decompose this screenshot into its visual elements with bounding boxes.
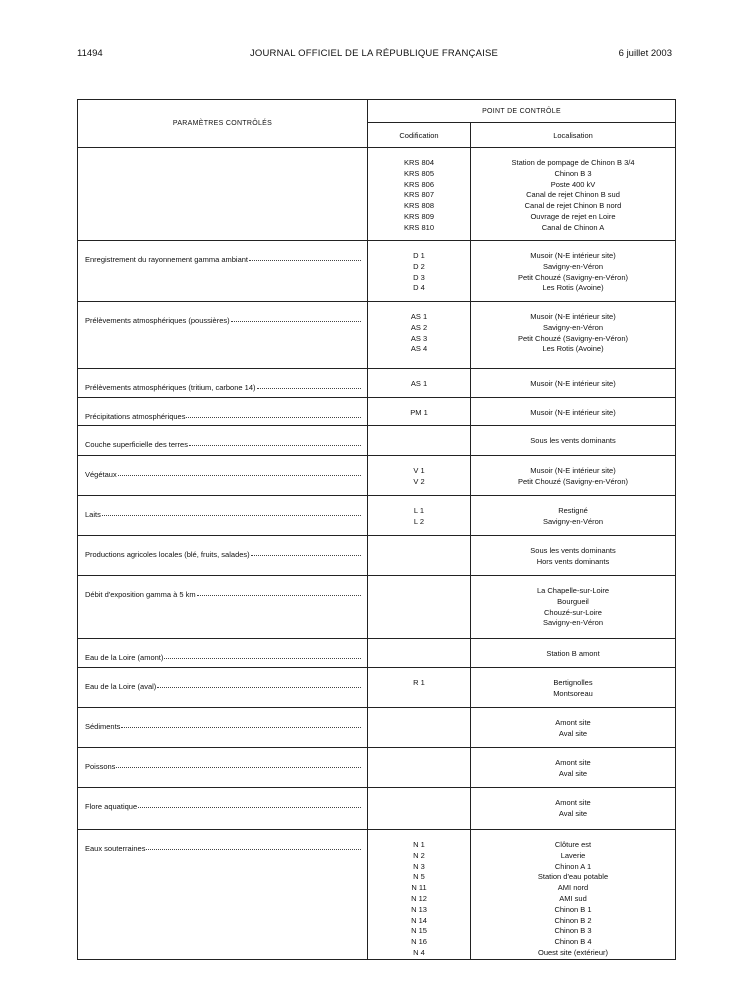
location-value: Amont site [555, 798, 591, 807]
code-value: AS 1 [410, 312, 428, 321]
dot-leader [231, 320, 361, 322]
location-value: Aval site [558, 768, 588, 778]
parameter-cell [78, 576, 368, 639]
code-value: KRS 806 [403, 179, 435, 189]
location-value: Canal de Chinon A [541, 222, 605, 232]
code-value: N 12 [411, 893, 427, 903]
table-row [78, 668, 676, 708]
codification-cell [368, 398, 471, 426]
code-value: N 3 [413, 861, 425, 871]
table-row [78, 788, 676, 830]
table-row [78, 426, 676, 456]
location-value: Les Rotis (Avoine) [542, 283, 604, 293]
location-value: Chinon B 4 [554, 937, 592, 947]
table-row [78, 398, 676, 426]
code-value: N 14 [411, 915, 427, 925]
location-value: Bourgueil [557, 596, 589, 606]
location-value: Amont site [555, 718, 591, 727]
localisation-cell [471, 398, 676, 426]
code-value: V 2 [413, 476, 425, 486]
localisation-cell [471, 536, 676, 576]
location-value: Station B amont [546, 649, 600, 658]
localisation-cell [471, 148, 676, 241]
table-row [78, 536, 676, 576]
code-value: AS 3 [410, 333, 428, 343]
location-value: AMI nord [557, 883, 589, 893]
localisation-cell [471, 369, 676, 398]
location-value: Les Rotis (Avoine) [542, 344, 604, 354]
location-value: Musoir (N-E intérieur site) [530, 251, 616, 260]
code-value: D 2 [413, 261, 425, 271]
location-value: Petit Chouzé (Savigny-en-Véron) [517, 272, 629, 282]
dot-leader [251, 554, 361, 556]
table-row [78, 639, 676, 668]
parameter-cell [78, 241, 368, 302]
code-value: KRS 810 [403, 222, 435, 232]
parameter-label: Flore aquatique [85, 802, 138, 811]
code-value: N 4 [413, 947, 425, 957]
parameter-label: Eau de la Loire (amont) [85, 653, 164, 662]
codification-cell [368, 708, 471, 748]
dot-leader [157, 686, 361, 688]
parameter-cell [78, 536, 368, 576]
location-value: Laverie [560, 850, 586, 860]
codification-cell [368, 788, 471, 830]
location-value: Amont site [555, 758, 591, 767]
dot-leader [138, 806, 361, 808]
localisation-cell [471, 748, 676, 788]
table-row [78, 241, 676, 302]
localisation-cell [471, 830, 676, 960]
parameter-label: Couche superficielle des terres [85, 440, 188, 449]
parameter-label: Sédiments [85, 722, 121, 731]
code-value: D 1 [413, 251, 425, 260]
parameter-label: Précipitations atmosphériques [85, 412, 186, 421]
code-value: KRS 804 [403, 158, 435, 167]
code-value: N 16 [411, 937, 427, 947]
code-value: N 15 [411, 926, 427, 936]
dot-leader [186, 416, 361, 418]
localisation-cell [471, 302, 676, 369]
parameter-label: Prélèvements atmosphériques (tritium, carbone 14) [85, 383, 256, 392]
location-value: Chinon B 1 [554, 904, 592, 914]
codification-cell [368, 456, 471, 496]
localisation-cell [471, 496, 676, 536]
parameter-cell [78, 369, 368, 398]
code-value: AS 4 [410, 344, 428, 354]
location-value: Chinon B 3 [554, 926, 592, 936]
parameter-cell [78, 456, 368, 496]
location-value: Sous les vents dominants [530, 546, 616, 555]
parameter-label: Végétaux [85, 470, 117, 479]
codification-cell [368, 576, 471, 639]
publication-date: 6 juillet 2003 [618, 48, 672, 59]
code-value: KRS 808 [403, 201, 435, 211]
table-row [78, 148, 676, 241]
code-value: N 13 [411, 904, 427, 914]
codification-cell [368, 302, 471, 369]
table-row [78, 456, 676, 496]
location-value: La Chapelle-sur-Loire [536, 586, 610, 595]
code-value: KRS 805 [403, 168, 435, 178]
parameter-cell [78, 148, 368, 241]
localisation-cell [471, 708, 676, 748]
location-value: Canal de rejet Chinon B nord [524, 201, 622, 211]
location-value: Station de pompage de Chinon B 3/4 [511, 158, 635, 167]
parameter-label: Productions agricoles locales (blé, fruits, salades) [85, 550, 250, 559]
parameter-cell [78, 668, 368, 708]
dot-leader [257, 387, 362, 389]
table-row [78, 748, 676, 788]
location-value: Musoir (N-E intérieur site) [530, 379, 616, 388]
location-value: Musoir (N-E intérieur site) [530, 408, 616, 417]
localisation-cell [471, 788, 676, 830]
code-value: KRS 809 [403, 211, 435, 221]
location-value: AMI sud [559, 893, 587, 903]
location-value: Clôture est [554, 840, 592, 849]
location-value: Aval site [558, 728, 588, 738]
code-value: L 1 [413, 506, 425, 515]
header-localisation: Localisation [471, 123, 676, 148]
location-value: Savigny-en-Véron [542, 618, 604, 628]
location-value: Ouest site (extérieur) [537, 947, 609, 957]
parameter-cell [78, 748, 368, 788]
code-value: N 11 [411, 883, 427, 893]
codification-cell [368, 241, 471, 302]
codification-cell [368, 496, 471, 536]
header-point-de-controle: POINT DE CONTRÔLE [368, 100, 676, 123]
localisation-cell [471, 426, 676, 456]
location-value: Musoir (N-E intérieur site) [530, 466, 616, 475]
code-value: D 3 [413, 272, 425, 282]
journal-title: JOURNAL OFFICIEL DE LA RÉPUBLIQUE FRANÇAISE [249, 48, 499, 59]
location-value: Chouzé-sur-Loire [544, 607, 602, 617]
parameter-cell [78, 426, 368, 456]
parameter-label: Poissons [85, 762, 116, 771]
location-value: Petit Chouzé (Savigny-en-Véron) [517, 476, 629, 486]
localisation-cell [471, 576, 676, 639]
codification-cell [368, 426, 471, 456]
code-value: KRS 807 [403, 190, 435, 200]
localisation-cell [471, 456, 676, 496]
parameter-label: Eau de la Loire (aval) [85, 682, 157, 691]
location-value: Chinon A 1 [554, 861, 592, 871]
table-row [78, 302, 676, 369]
parameter-cell [78, 788, 368, 830]
code-value: N 1 [413, 840, 425, 849]
parameter-label: Eaux souterraines [85, 844, 146, 853]
localisation-cell [471, 639, 676, 668]
code-value: AS 1 [410, 379, 428, 388]
parameter-label: Laits [85, 510, 101, 519]
location-value: Musoir (N-E intérieur site) [530, 312, 616, 321]
location-value: Savigny-en-Véron [542, 516, 604, 526]
location-value: Canal de rejet Chinon B sud [526, 190, 620, 200]
dot-leader [116, 766, 361, 768]
localisation-cell [471, 668, 676, 708]
codification-cell [368, 536, 471, 576]
table-row [78, 830, 676, 960]
location-value: Chinon B 2 [554, 915, 592, 925]
parameter-label: Prélèvements atmosphériques (poussières) [85, 316, 230, 325]
codification-cell [368, 148, 471, 241]
dot-leader [102, 514, 361, 516]
dot-leader [197, 594, 361, 596]
dot-leader [249, 259, 361, 261]
header-codification: Codification [368, 123, 471, 148]
parameter-label: Débit d'exposition gamma à 5 km [85, 590, 196, 599]
location-value: Savigny-en-Véron [542, 261, 604, 271]
location-value: Bertignolles [553, 678, 593, 687]
code-value: N 2 [413, 850, 425, 860]
localisation-cell [471, 241, 676, 302]
location-value: Restigné [558, 506, 588, 515]
codification-cell [368, 639, 471, 668]
code-value: N 5 [413, 872, 425, 882]
parameter-cell [78, 639, 368, 668]
location-value: Petit Chouzé (Savigny-en-Véron) [517, 333, 629, 343]
dot-leader [121, 726, 361, 728]
codification-cell [368, 369, 471, 398]
dot-leader [118, 474, 361, 476]
parameter-cell [78, 496, 368, 536]
code-value: D 4 [413, 283, 425, 293]
parameter-cell [78, 708, 368, 748]
dot-leader [146, 848, 361, 850]
location-value: Montsoreau [553, 688, 593, 698]
codification-cell [368, 668, 471, 708]
table-row [78, 369, 676, 398]
location-value: Savigny-en-Véron [542, 322, 604, 332]
location-value: Poste 400 kV [550, 179, 596, 189]
code-value: L 2 [413, 516, 425, 526]
codification-cell [368, 830, 471, 960]
code-value: PM 1 [410, 408, 428, 417]
location-value: Ouvrage de rejet en Loire [530, 211, 616, 221]
dot-leader [189, 444, 361, 446]
table-row [78, 576, 676, 639]
parameter-cell [78, 398, 368, 426]
header-parametres: PARAMÈTRES CONTRÔLÉS [78, 100, 368, 148]
codification-cell [368, 748, 471, 788]
page-number: 11494 [77, 48, 103, 59]
parameter-cell [78, 830, 368, 960]
dot-leader [164, 657, 361, 659]
location-value: Chinon B 3 [554, 168, 592, 178]
parameter-cell [78, 302, 368, 369]
code-value: V 1 [413, 466, 425, 475]
location-value: Station d'eau potable [537, 872, 609, 882]
table-row [78, 708, 676, 748]
code-value: AS 2 [410, 322, 428, 332]
code-value: R 1 [413, 678, 425, 687]
parameter-label: Enregistrement du rayonnement gamma ambiant [85, 255, 249, 264]
location-value: Aval site [558, 808, 588, 818]
table-row [78, 496, 676, 536]
control-points-table [77, 99, 676, 960]
location-value: Sous les vents dominants [530, 436, 616, 445]
location-value: Hors vents dominants [536, 556, 610, 566]
